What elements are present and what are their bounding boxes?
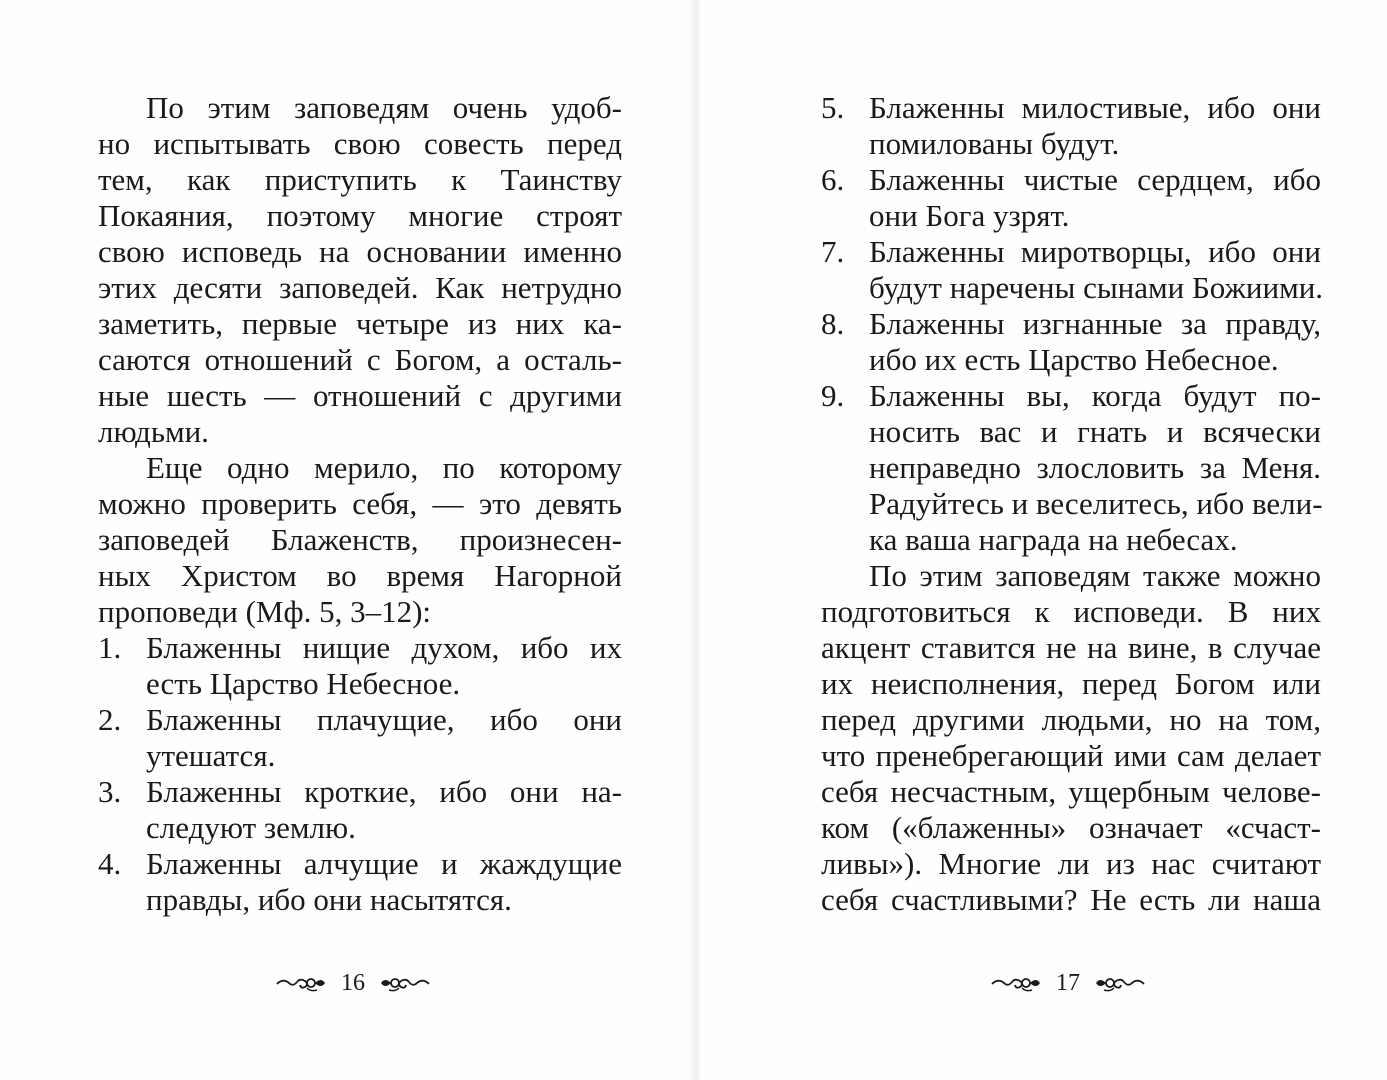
text-line: перед другими людьми, но на том, [821, 702, 1321, 737]
text-line: что пренебрегающий ими сам делает [821, 738, 1321, 773]
text-line: свою исповедь на основании именно [98, 234, 622, 269]
list-item [98, 846, 622, 882]
text-line: ные шесть — отношений с другими [98, 378, 622, 413]
list-number: 8. [821, 306, 845, 341]
text-line: подготовиться к исповеди. В них [821, 594, 1321, 629]
text-line: правды, ибо они насытятся. [146, 882, 512, 917]
text-line: они Бога узрят. [869, 198, 1070, 233]
text-line: будут наречены сынами Божиими. [869, 270, 1324, 305]
list-text: Блаженны милостивые, ибо они [869, 90, 1321, 125]
text-line: неправедно злословить за Меня. [869, 450, 1321, 485]
page-number-footer-right [990, 968, 1146, 998]
list-text: Блаженны миротворцы, ибо они [869, 234, 1321, 269]
text-line: ливы»). Многие ли из нас считают [821, 846, 1321, 881]
list-text: Блаженны плачущие, ибо они [146, 702, 622, 737]
list-number: 5. [821, 90, 845, 125]
page-number: 16 [341, 969, 365, 996]
right-page [821, 90, 1324, 918]
floral-ornament-icon [275, 972, 327, 994]
list-text: Блаженны нищие духом, ибо их [146, 630, 622, 665]
text-line: утешатся. [146, 738, 276, 773]
list-text: Блаженны алчущие и жаждущие [146, 846, 622, 881]
text-line: но испытывать свою совесть перед [98, 126, 622, 161]
list-item [821, 162, 1321, 198]
list-number: 9. [821, 378, 845, 413]
text-line: заметить, первые четыре из них ка- [98, 306, 622, 341]
floral-ornament-icon [990, 972, 1042, 994]
text-line: акцент ставится не на вине, в случае [821, 630, 1321, 665]
page-number: 17 [1056, 969, 1080, 996]
text-line: проповеди (Мф. 5, 3–12): [98, 594, 432, 629]
list-number: 1. [98, 630, 122, 665]
list-number: 3. [98, 774, 122, 809]
text-line: саются отношений с Богом, а осталь- [98, 342, 622, 377]
left-page [98, 90, 622, 918]
book-gutter [688, 0, 702, 1080]
text-line: Покаяния, поэтому многие строят [98, 198, 622, 233]
text-line: тем, как приступить к Таинству [98, 162, 622, 197]
list-number: 7. [821, 234, 845, 269]
text-line: есть Царство Небесное. [146, 666, 461, 701]
text-line: ибо их есть Царство Небесное. [869, 342, 1279, 377]
text-line: ка ваша награда на небесах. [869, 522, 1238, 557]
list-number: 4. [98, 846, 122, 881]
list-text: Блаженны вы, когда будут по- [869, 378, 1321, 413]
text-line: Радуйтесь и веселитесь, ибо вели- [869, 486, 1323, 521]
list-item [821, 378, 1321, 414]
text-line: По этим заповедям также можно [869, 558, 1321, 593]
list-item [98, 630, 622, 666]
text-line: следуют землю. [146, 810, 356, 845]
list-text: Блаженны кроткие, ибо они на- [146, 774, 622, 809]
text-line: людьми. [98, 414, 209, 449]
text-line: себя несчастным, ущербным челове- [821, 774, 1321, 809]
text-line: ком («блаженны» означает «счаст- [821, 810, 1321, 845]
text-line: носить вас и гнать и всячески [869, 414, 1321, 449]
list-text: Блаженны чистые сердцем, ибо [869, 162, 1321, 197]
list-item [821, 90, 1321, 126]
list-number: 2. [98, 702, 122, 737]
page-number-footer-left [275, 968, 431, 998]
text-line: можно проверить себя, — это девять [98, 486, 622, 521]
list-item [98, 702, 622, 738]
list-item [821, 306, 1321, 342]
text-line: помилованы будут. [869, 126, 1120, 161]
text-line: По этим заповедям очень удоб- [146, 90, 622, 125]
text-line: их неисполнения, перед Богом или [821, 666, 1321, 701]
text-line: Еще одно мерило, по которому [146, 450, 622, 485]
floral-ornament-icon [1094, 972, 1146, 994]
list-number: 6. [821, 162, 845, 197]
list-item [821, 234, 1321, 270]
list-item [98, 774, 622, 810]
text-line: себя счастливыми? Не есть ли наша [821, 882, 1321, 917]
floral-ornament-icon [379, 972, 431, 994]
text-line: ных Христом во время Нагорной [98, 558, 622, 593]
list-text: Блаженны изгнанные за правду, [869, 306, 1321, 341]
text-line: заповедей Блаженств, произнесен- [98, 522, 622, 557]
text-line: этих десяти заповедей. Как нетрудно [98, 270, 622, 305]
